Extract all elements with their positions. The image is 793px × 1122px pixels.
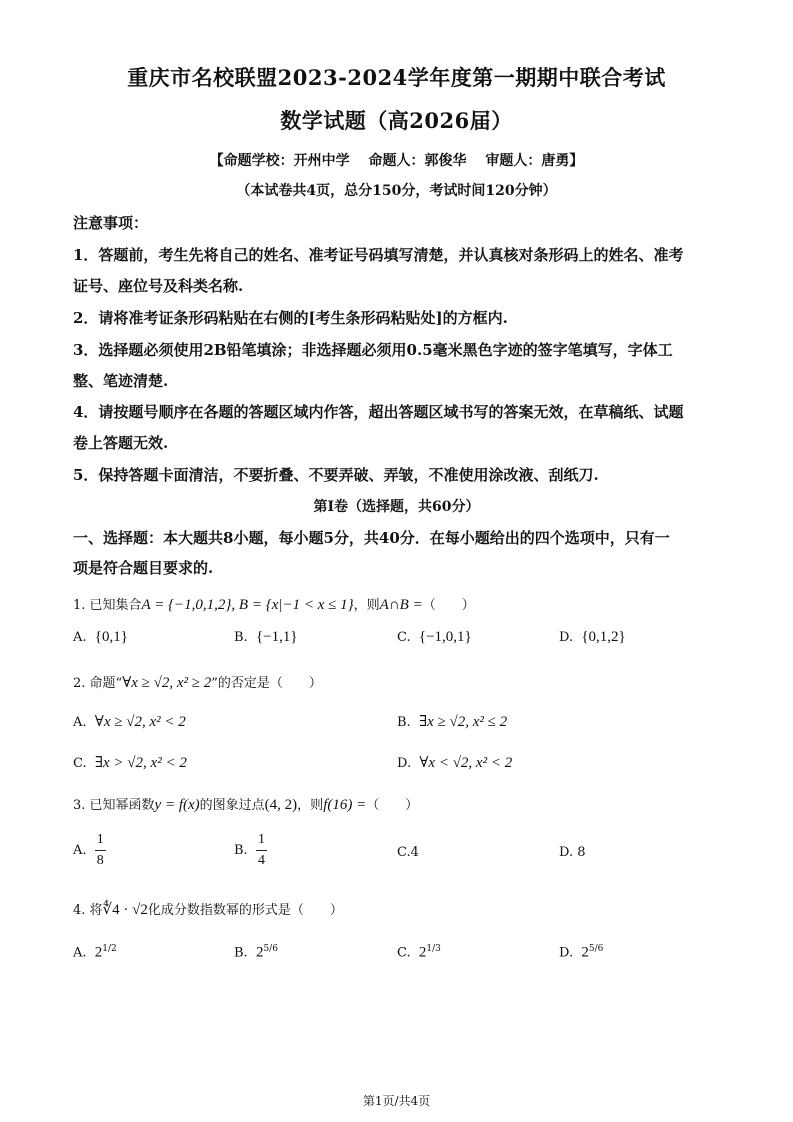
option-a: A. $2^{1/2}$ bbox=[73, 944, 117, 961]
fraction: $\frac{1}{8}$ bbox=[96, 832, 104, 868]
note-line: 卷上答题无效. bbox=[73, 434, 169, 452]
note-line: 4．请按题号顺序在各题的答题区域内作答，超出答题区域书写的答案无效，在草稿纸、试题 bbox=[73, 403, 684, 421]
question-text: 2. 命题“ bbox=[73, 676, 123, 691]
option-c: C. ∃x > √2, x² < 2 bbox=[73, 755, 187, 771]
question-text: 的图象过点 bbox=[199, 798, 265, 813]
question-text: 4. 将 bbox=[73, 903, 103, 918]
question-1 bbox=[73, 594, 475, 614]
math-expression: A∩B = bbox=[379, 597, 423, 613]
option-b: B. {−1,1} bbox=[234, 629, 298, 645]
section-intro: 项是符合题目要求的. bbox=[73, 559, 214, 577]
question-text: 1. 已知集合 bbox=[73, 598, 142, 613]
question-text: 化成分数指数幂的形式是（ ） bbox=[147, 903, 343, 918]
question-text: （ ） bbox=[422, 598, 475, 613]
option-c: C. {−1,0,1} bbox=[397, 629, 472, 645]
notes-heading: 注意事项： bbox=[73, 214, 149, 232]
math-expression: A = {−1,0,1,2}, B = {x|−1 < x ≤ 1} bbox=[141, 597, 354, 613]
page-subtitle: 数学试题（高2026届） bbox=[280, 108, 513, 133]
question-text: ”的否定是（ ） bbox=[211, 676, 322, 691]
page-title: 重庆市名校联盟2023-2024学年度第一期期中联合考试 bbox=[127, 65, 666, 90]
section-title: 第Ⅰ卷（选择题，共60分） bbox=[313, 499, 480, 515]
option-b: B. $\frac{1}{4}$ bbox=[234, 832, 265, 868]
question-3 bbox=[73, 794, 418, 814]
note-line: 1．答题前，考生先将自己的姓名、准考证号码填写清楚，并认真核对条形码上的姓名、准考 bbox=[73, 246, 684, 264]
question-4 bbox=[73, 899, 343, 919]
option-d: D. ∀x < √2, x² < 2 bbox=[397, 755, 513, 771]
math-expression: ∀x ≥ √2, x² ≥ 2 bbox=[122, 675, 212, 691]
option-a: A. {0,1} bbox=[73, 629, 128, 645]
option-c: C.4 bbox=[397, 845, 419, 860]
option-d: D. 8 bbox=[559, 845, 586, 860]
question-2 bbox=[73, 672, 322, 692]
question-text: ，则 bbox=[353, 598, 380, 613]
note-line: 整、笔迹清楚. bbox=[73, 372, 169, 390]
option-a: A. $\frac{1}{8}$ bbox=[73, 832, 104, 868]
question-text: 3. 已知幂函数 bbox=[73, 798, 155, 813]
option-c: C. $2^{1/3}$ bbox=[397, 944, 441, 961]
option-d: D. {0,1,2} bbox=[559, 629, 626, 645]
option-a: A. ∀x ≥ √2, x² < 2 bbox=[73, 714, 186, 730]
note-line: 3．选择题必须使用2B铅笔填涂；非选择题必须用0.5毫米黑色字迹的签字笔填写，字体工 bbox=[73, 341, 673, 359]
question-text: ，则 bbox=[297, 798, 324, 813]
section-intro: 一、选择题：本大题共8小题，每小题5分，共40分．在每小题给出的四个选项中，只有一 bbox=[73, 529, 670, 547]
note-line: 5．保持答题卡面清洁，不要折叠、不要弄破、弄皱，不准使用涂改液、刮纸刀. bbox=[73, 466, 599, 484]
author-info: 【命题学校：开州中学 命题人：郭俊华 审题人：唐勇】 bbox=[209, 153, 584, 169]
option-b: B. ∃x ≥ √2, x² ≤ 2 bbox=[397, 714, 508, 730]
math-expression: y = f(x) bbox=[154, 797, 200, 813]
note-line: 2．请将准考证条形码粘贴在右侧的[考生条形码粘贴处]的方框内. bbox=[73, 309, 508, 327]
option-d: D. $2^{5/6}$ bbox=[559, 944, 604, 961]
math-expression: f(16) = bbox=[323, 797, 367, 813]
option-b: B. $2^{5/6}$ bbox=[234, 944, 278, 961]
fraction: $\frac{1}{4}$ bbox=[257, 832, 265, 868]
math-expression: ∜4 · √2 bbox=[102, 902, 148, 918]
exam-info: （本试卷共4页，总分150分，考试时间120分钟） bbox=[236, 183, 557, 199]
page-number: 第1页/共4页 bbox=[362, 1094, 431, 1108]
note-line: 证号、座位号及科类名称. bbox=[73, 277, 244, 295]
math-expression: (4, 2) bbox=[264, 797, 298, 813]
question-text: （ ） bbox=[366, 798, 419, 813]
